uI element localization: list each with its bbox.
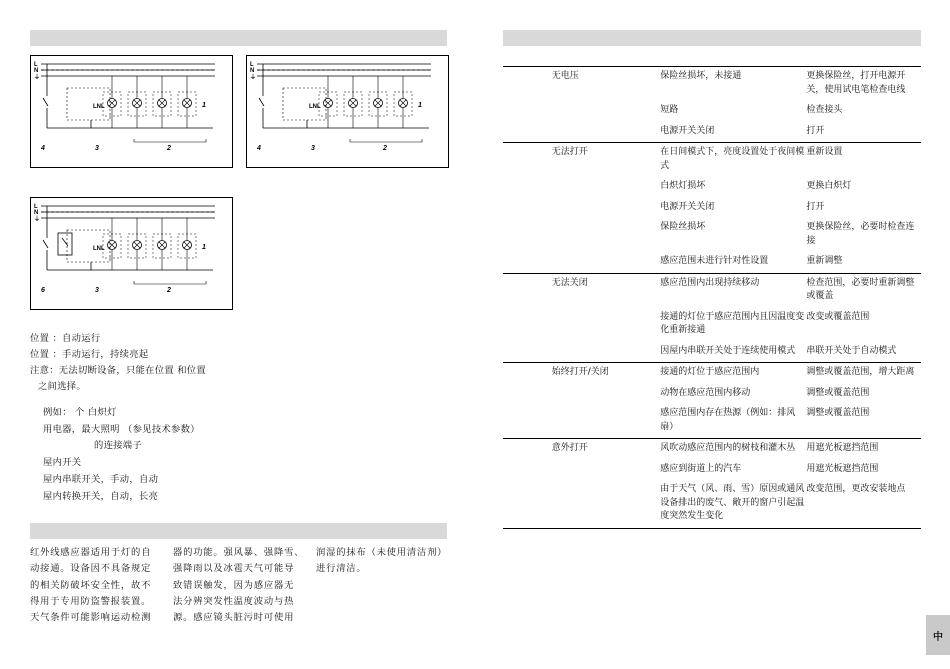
body-line: 动接通。设备因不具备规定	[30, 563, 152, 575]
remedy-cell: 改变范围，更改安装地点	[806, 480, 921, 528]
label-lnl: LNL	[93, 246, 105, 252]
cause-cell: 保险丝损坏，未接通	[660, 67, 806, 102]
cause-cell: 短路	[660, 105, 679, 115]
cause-cell: 风吹动感应范围内的树枝和灌木丛	[660, 439, 806, 460]
cause-cell: 因屋内串联开关处于连续使用模式	[660, 345, 796, 356]
cause-cell: 在日间模式下，亮度设置处于夜间模式	[660, 143, 806, 178]
body-line: 润湿的抹布（未使用清洁剂）	[316, 547, 448, 558]
body-line: 强降雨以及冰雹天气可能导	[173, 563, 295, 575]
remedy-cell: 更换保险丝，必要时检查连接	[806, 222, 915, 246]
cause-cell: 动物在感应范围内移动	[660, 387, 751, 398]
problem-cell	[552, 460, 661, 481]
remedy-cell: 打开	[806, 125, 825, 136]
troubleshooting-row	[503, 177, 921, 198]
body-line: 红外线感应器适用于灯的自	[30, 547, 152, 558]
troubleshooting-row	[503, 363, 921, 384]
wiring-diagram-2	[246, 55, 449, 168]
body-column-1	[30, 545, 151, 626]
wiring-svg	[31, 56, 232, 167]
remedy-cell: 调整或覆盖范围，增大距离	[806, 363, 921, 384]
remedy-cell: 改变或覆盖范围	[806, 311, 870, 322]
body-line: 法分辨突发性温度波动与热	[173, 595, 295, 607]
section-header-bar-wiring	[30, 30, 447, 46]
spacer-cell	[503, 308, 552, 342]
remedy-cell: 检查范围，必要时重新调整或覆盖	[806, 273, 921, 308]
body-line: 进行清洁。	[316, 563, 367, 575]
cause-cell: 电源开关关闭	[660, 125, 715, 136]
spacer-cell	[503, 404, 552, 439]
legend-changeover-switch: 屋内转换开关，自动，长亮	[43, 491, 159, 502]
troubleshooting-row	[503, 342, 921, 363]
cause-cell: 由于天气（风、雨、雪）原因或通风设备排出的废气、敞开的窗户引起温度突然发生变化	[660, 480, 806, 528]
problem-cell	[552, 480, 661, 528]
cause-cell: 感应范围内存在热源（例如：排风扇）	[660, 408, 796, 432]
label-c: 2	[167, 145, 171, 152]
spacer-cell	[503, 342, 552, 363]
problem-cell	[552, 177, 661, 198]
group-bracket	[134, 281, 206, 284]
remedy-cell: 更换保险丝，打开电源开关，使用试电笔检查电线	[806, 67, 921, 102]
label-1: 1	[202, 244, 206, 251]
troubleshooting-row	[503, 273, 921, 308]
troubleshooting-row	[503, 252, 921, 273]
remedy-cell: 用遮光板遮挡范围	[806, 439, 921, 460]
legend-series-switch: 屋内串联开关，手动，自动	[43, 474, 159, 485]
label-a: 4	[41, 145, 45, 152]
troubleshooting-row	[503, 218, 921, 252]
label-lnl: LNL	[309, 104, 321, 110]
wiring-diagram-1	[30, 55, 233, 168]
body-line: 源。感应镜头脏污时可使用	[173, 612, 295, 624]
spacer-cell	[503, 439, 552, 460]
body-line: 天气条件可能影响运动检测	[30, 612, 152, 624]
problem-cell	[552, 404, 661, 439]
cause-cell: 感应范围内出现持续移动	[660, 273, 806, 308]
label-c: 2	[167, 287, 171, 294]
remedy-cell: 检查接头	[806, 105, 843, 115]
label-b: 3	[95, 145, 99, 152]
spacer-cell	[503, 480, 552, 528]
label-n: N	[34, 68, 39, 74]
changeover-switch	[58, 233, 72, 255]
language-tab-label: 中	[933, 631, 943, 643]
troubleshooting-row	[503, 122, 921, 143]
troubleshooting-row	[503, 143, 921, 178]
problem-cell	[552, 101, 661, 122]
spacer-cell	[503, 218, 552, 252]
remedy-cell: 用遮光板遮挡范围	[806, 463, 879, 474]
problem-cell	[552, 198, 661, 219]
remedy-cell: 重新设置	[806, 143, 921, 178]
cause-cell: 感应范围未进行针对性设置	[660, 256, 769, 266]
troubleshooting-row	[503, 480, 921, 528]
wiring-svg	[247, 56, 448, 167]
troubleshooting-row	[503, 198, 921, 219]
spacer-cell	[503, 384, 552, 405]
section-header-bar-maintenance	[30, 523, 447, 539]
label-earth: ⏚	[250, 75, 257, 81]
label-b: 3	[311, 145, 315, 152]
group-bracket	[350, 139, 422, 142]
label-l: L	[34, 62, 38, 68]
label-b: 3	[95, 287, 99, 294]
troubleshooting-row	[503, 308, 921, 342]
label-earth: ⏚	[34, 217, 41, 223]
label-n: N	[34, 210, 39, 216]
remedy-cell: 调整或覆盖范围	[806, 408, 870, 418]
spacer-cell	[503, 122, 552, 143]
label-1: 1	[202, 102, 206, 109]
label-earth: ⏚	[34, 75, 41, 81]
spacer-cell	[503, 143, 552, 178]
troubleshooting-table	[503, 66, 921, 529]
switch-contact	[43, 98, 48, 106]
body-line: 致错误触发，因为感应器无	[173, 579, 295, 591]
spacer-cell	[503, 198, 552, 219]
problem-cell	[552, 384, 661, 405]
problem-cell	[552, 252, 661, 273]
problem-cell	[552, 342, 661, 363]
label-n: N	[250, 68, 255, 74]
label-1: 1	[418, 102, 422, 109]
note-warning-cont: 之间选择。	[38, 381, 86, 392]
troubleshooting-row	[503, 67, 921, 102]
problem-cell: 始终打开/关闭	[552, 363, 661, 384]
troubleshooting-row	[503, 101, 921, 122]
problem-cell	[552, 218, 661, 252]
note-position-manual: 位置 ：手动运行，持续亮起	[30, 349, 149, 360]
label-c: 2	[383, 145, 387, 152]
body-line: 得用于专用防盗警报装置。	[30, 595, 152, 607]
body-column-2	[173, 545, 304, 626]
example-line: 例如： 个 白炽灯	[43, 407, 117, 418]
label-l: L	[34, 204, 38, 210]
problem-cell: 意外打开	[552, 439, 661, 460]
body-line: 的相关防破坏安全性，故不	[30, 579, 152, 591]
note-warning: 注意：无法切断设备，只能在位置 和位置	[30, 365, 206, 376]
remedy-cell: 打开	[806, 201, 825, 212]
troubleshooting-row	[503, 439, 921, 460]
troubleshooting-row	[503, 404, 921, 439]
problem-cell	[552, 122, 661, 143]
spacer-cell	[503, 67, 552, 102]
remedy-cell: 调整或覆盖范围	[806, 387, 870, 398]
switch-contact	[259, 98, 264, 106]
spacer-cell	[503, 460, 552, 481]
spacer-cell	[503, 177, 552, 198]
label-lnl: LNL	[93, 104, 105, 110]
spacer-cell	[503, 363, 552, 384]
label-a: 6	[41, 287, 45, 294]
cause-cell: 感应到街道上的汽车	[660, 463, 742, 474]
problem-cell: 无电压	[552, 67, 661, 102]
problem-cell: 无法打开	[552, 143, 661, 178]
body-line: 器的功能。强风暴、强降雪、	[173, 547, 305, 558]
note-position-auto: 位置 ：自动运行	[30, 333, 101, 344]
remedy-cell: 串联开关处于自动模式	[806, 345, 897, 356]
troubleshooting-row	[503, 460, 921, 481]
label-l: L	[250, 62, 254, 68]
remedy-cell: 更换白炽灯	[806, 181, 852, 191]
switch-contact	[43, 240, 48, 248]
legend-terminal: 的连接端子	[94, 440, 142, 451]
spacer-cell	[503, 273, 552, 308]
cause-cell: 白炽灯损坏	[660, 181, 706, 191]
spacer-cell	[503, 101, 552, 122]
label-a: 4	[257, 145, 261, 152]
legend-indoor-switch: 屋内开关	[43, 457, 82, 468]
wiring-diagram-3	[30, 197, 233, 310]
language-tab	[926, 615, 950, 655]
cause-cell: 保险丝损坏	[660, 222, 706, 232]
legend-load: 用电器，最大照明 （参见技术参数）	[43, 424, 200, 435]
problem-cell	[552, 308, 661, 342]
body-column-3	[316, 545, 447, 578]
cause-cell: 接通的灯位于感应范围内	[660, 363, 806, 384]
wiring-svg	[31, 198, 232, 309]
troubleshooting-row	[503, 384, 921, 405]
section-header-bar-troubleshooting	[503, 30, 921, 46]
remedy-cell: 重新调整	[806, 256, 843, 266]
cause-cell: 接通的灯位于感应范围内且因温度变化重新接通	[660, 311, 805, 335]
group-bracket	[134, 139, 206, 142]
cause-cell: 电源开关关闭	[660, 201, 715, 212]
spacer-cell	[503, 252, 552, 273]
problem-cell: 无法关闭	[552, 273, 661, 308]
